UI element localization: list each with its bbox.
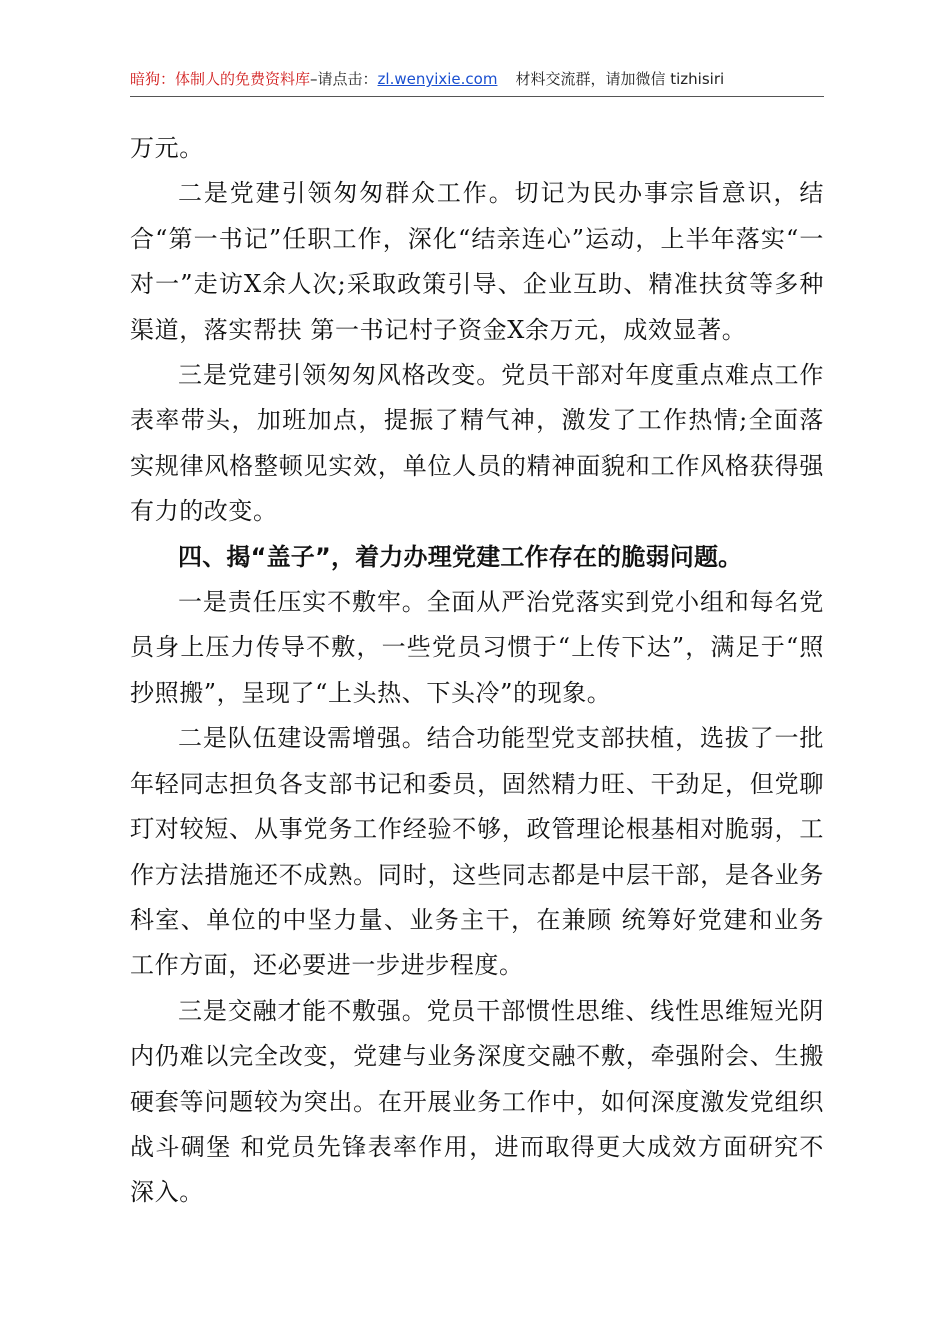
document-body: [130, 126, 824, 1216]
paragraph-text: 万元。: [130, 134, 204, 162]
paragraph-responsibility: [130, 580, 824, 716]
section-heading-four: 四、揭“盖子”，着力办理党建工作存在的脆弱问题。: [178, 542, 743, 571]
paragraph-integration: [130, 989, 824, 1216]
paragraph-text: 结合功能型党支部扶植，选拔了一批年轻同志担负各支部书记和委员，固然精力旺、干劲足，但党聊玎对较短、从事党务工作经验不够，政管理论根基相对脆弱，工作方法措施还不成熟。同时，这些同志都是中层干部，是各业务科室、单位的中坚力量、业务主干，在兼顾 统筹好党建和业务工作方面，还必要进一步进步程度。: [130, 724, 824, 980]
paragraph-team-building: [130, 716, 824, 988]
page-header: [130, 66, 824, 97]
paragraph-text: 切记为民办事宗旨意识，结合“第一书记”任职工作，深化“结亲连心”运动，上半年落实“一对一”走访X余人次;采取政策引导、企业互助、精准扶贫等多种渠道，落实帮扶 第一书记村子资金X余万元，成效显著。: [130, 179, 824, 344]
paragraph-text: 党员干部惯性思维、线性思维短光阴内仍难以完全改变，党建与业务深度交融不敷，牵强附会、生搬硬套等问题较为突出。在开展业务工作中，如何深度激发党组织战斗碉堡 和党员先锋表率作用，进而取得更大成效方面研究不深入。: [130, 996, 824, 1207]
paragraph-style-change: [130, 353, 824, 535]
paragraph-text: 党员干部对年度重点难点工作表率带头，加班加点，提振了精气神，激发了工作热情;全面落实规律风格整顿见实效，单位人员的精神面貌和工作风格获得强有力的改变。: [130, 361, 824, 526]
paragraph-text: 全面从严治党落实到党小组和每名党员身上压力传导不敷，一些党员习惯于“上传下达”，满足于“照抄照搬”，呈现了“上头热、下头冷”的现象。: [130, 588, 824, 707]
paragraph-lead: 二是队伍建设需增强。: [178, 724, 427, 753]
paragraph-lead: 一是责任压实不敷牢。: [178, 588, 427, 617]
header-site-name: 暗狗：体制人的免费资料库: [130, 70, 311, 88]
paragraph-masses-work: [130, 171, 824, 353]
header-link[interactable]: zl.wenyixie.com: [377, 70, 498, 88]
header-click-prompt: –请点击：: [310, 70, 378, 88]
paragraph-lead: 二是党建引领匆匆群众工作。: [178, 179, 515, 208]
paragraph-lead: 三是党建引领匆匆风格改变。: [178, 361, 502, 390]
header-wechat-note: 材料交流群，请加微信 tizhisiri: [515, 70, 725, 88]
paragraph-lead: 三是交融才能不敷强。: [178, 996, 427, 1025]
paragraph-continuation: [130, 126, 824, 171]
